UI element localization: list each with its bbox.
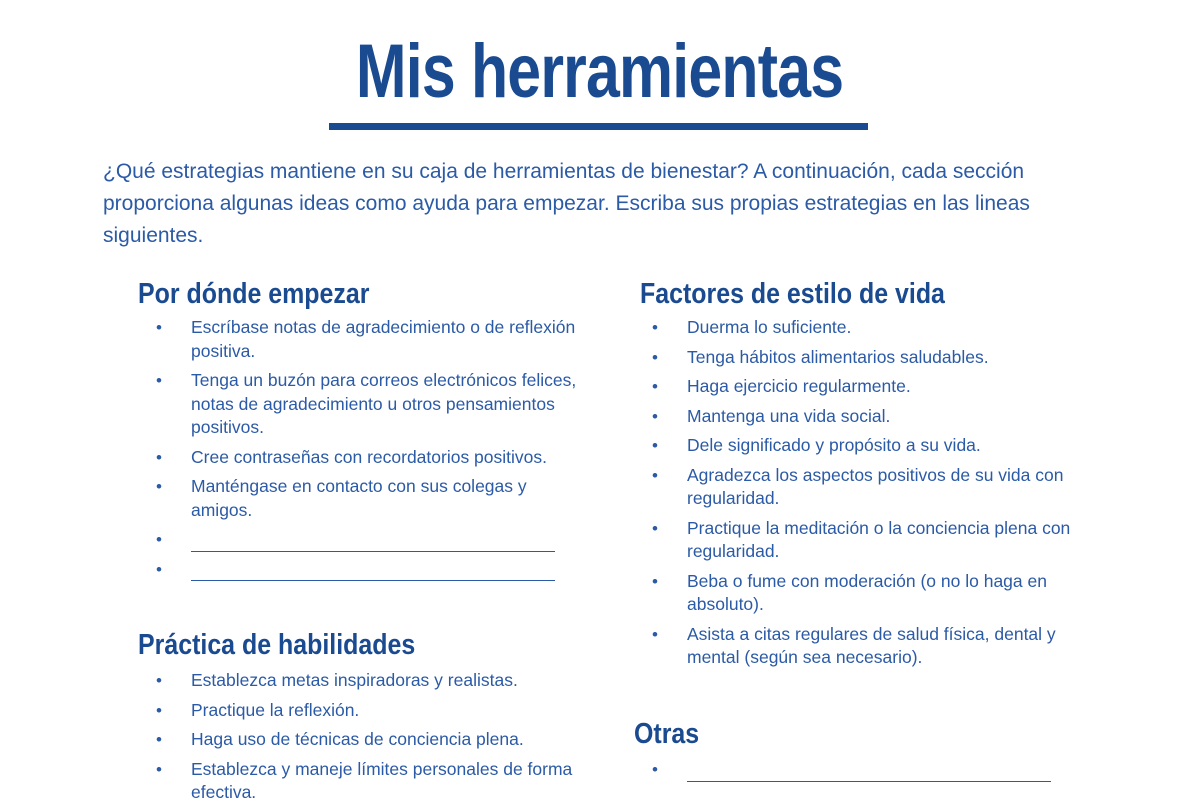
bullet-icon: • [156, 730, 162, 749]
blank-line[interactable] [191, 564, 555, 581]
bullet-icon: • [156, 477, 162, 496]
bullet-icon: • [652, 518, 658, 538]
bullet-icon: • [156, 447, 162, 467]
section-list-lifestyle [634, 316, 1074, 676]
bullet-icon: • [652, 760, 658, 779]
list-item: • Manténgase en contacto con sus colegas y amigos. [156, 476, 527, 520]
bullet-icon: • [156, 318, 162, 337]
list-item: • Beba o fume con moderación (o no lo haga en absoluto). [652, 570, 1047, 614]
blank-line[interactable] [191, 535, 555, 552]
list-item: • Haga ejercicio regularmente. [634, 375, 1074, 399]
bullet-icon: • [652, 318, 658, 337]
list-item: • Agradezca los aspectos positivos de su vida con regularidad. [652, 464, 1064, 508]
bullet-icon: • [652, 377, 658, 396]
bullet-icon: • [156, 759, 162, 779]
page-title: Mis herramientas [356, 29, 844, 114]
section-title-start: Por dónde empezar [138, 278, 370, 310]
list-item: • Establezca y maneje límites personales de forma efectiva. [156, 758, 573, 802]
bullet-icon: • [156, 371, 162, 390]
blank-list-item[interactable] [634, 758, 1074, 782]
bullet-icon: • [156, 530, 162, 549]
list-item: • Mantenga una vida social. [634, 405, 1074, 429]
list-item: • Cree contraseñas con recordatorios positivos. [138, 446, 578, 470]
list-item: • Tenga hábitos alimentarios saludables. [634, 346, 1074, 370]
bullet-icon: • [156, 559, 162, 579]
bullet-icon: • [652, 465, 658, 485]
section-title-other: Otras [634, 718, 700, 750]
title-underline [329, 123, 868, 130]
section-title-skills: Práctica de habilidades [138, 629, 416, 661]
list-item: • Tenga un buzón para correos electrónicos felices, notas de agradecimiento u otros pensamientos positivos. [156, 370, 577, 437]
bullet-icon: • [652, 436, 658, 455]
bullet-icon: • [156, 700, 162, 720]
blank-list-item[interactable] [138, 558, 578, 582]
bullet-icon: • [652, 406, 658, 426]
section-title-lifestyle: Factores de estilo de vida [640, 278, 945, 310]
list-item: • Asista a citas regulares de salud física, dental y mental (según sea necesario). [652, 623, 1056, 667]
bullet-icon: • [652, 624, 658, 644]
page-title-container [0, 28, 1200, 122]
list-item: • Dele significado y propósito a su vida. [634, 434, 1074, 458]
list-item: • Practique la reflexión. [138, 699, 578, 723]
bullet-icon: • [156, 671, 162, 690]
intro-paragraph: ¿Qué estrategias mantiene en su caja de herramientas de bienestar? A continuación, cada sección proporciona algunas ideas como ayuda para empezar. Escriba sus propias estrategias en las lineas siguientes. [103, 160, 1030, 247]
section-list-other [634, 758, 1074, 788]
list-item: • Establezca metas inspiradoras y realistas. [138, 669, 578, 693]
bullet-icon: • [652, 347, 658, 367]
list-item: • Duerma lo suficiente. [634, 316, 1074, 340]
list-item: • Haga uso de técnicas de conciencia plena. [138, 728, 578, 752]
section-list-skills [138, 669, 578, 811]
list-item: • Practique la meditación o la conciencia plena con regularidad. [652, 517, 1071, 561]
bullet-icon: • [652, 571, 658, 591]
blank-list-item[interactable] [138, 528, 578, 552]
blank-line[interactable] [687, 765, 1051, 782]
section-list-start [138, 316, 578, 587]
list-item: • Escríbase notas de agradecimiento o de reflexión positiva. [156, 317, 576, 361]
